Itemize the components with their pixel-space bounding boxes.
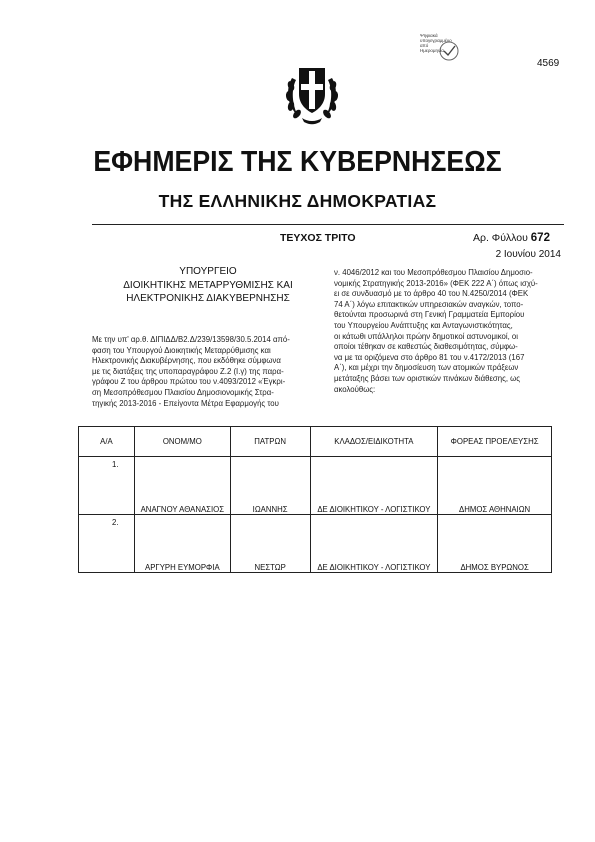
- header-branch: ΚΛΑΔΟΣ/ΕΙΔΙΚΟΤΗΤΑ: [310, 427, 438, 457]
- stamp-line: υπογεγραμμένο: [420, 38, 452, 43]
- digital-signature-stamp: [420, 33, 466, 65]
- stamp-line: Ψηφιακά: [420, 33, 438, 38]
- text-line: ν. 4046/2012 και του Μεσοπρόθεσμου Πλαισίου Δημοσιο-: [334, 268, 533, 277]
- text-line: Ηλεκτρονικής Διακυβέρνησης, που εκδόθηκε σύμφωνα: [92, 356, 281, 366]
- text-line: θετούνται προσωρινά στη Γενική Γραμματεία Εμπορίου: [334, 310, 525, 320]
- header-aa: Α/Α: [79, 427, 135, 457]
- issue-label: ΤΕΥΧΟΣ ΤΡΙΤΟ: [280, 232, 356, 244]
- gazette-subtitle: ΤΗΣ ΕΛΛΗΝΙΚΗΣ ΔΗΜΟΚΡΑΤΙΑΣ: [158, 191, 437, 211]
- text-line: οι κάτωθι υπάλληλοι πρώην δημοτικοί αστυνομικοί, οι: [334, 331, 518, 341]
- text-line: μετάταξης βάσει των οριστικών πινάκων διάθεσης, ως: [334, 373, 521, 383]
- sheet-number-value: 672: [530, 232, 550, 244]
- gazette-title: ΕΦΗΜΕΡΙΣ ΤΗΣ ΚΥΒΕΡΝΗΣΕΩΣ: [93, 146, 502, 178]
- text-line: τηγικής 2013-2016 - Επείγοντα Μέτρα Εφαρμογής του: [92, 398, 279, 408]
- text-line: Α΄), και μέχρι την δημοσίευση των ατομικών πράξεων: [334, 363, 519, 373]
- sheet-number-label: Αρ. Φύλλου: [473, 232, 528, 244]
- row-branch: ΔΕ ΔΙΟΙΚΗΤΙΚΟΥ - ΛΟΓΙΣΤΙΚΟΥ: [310, 457, 438, 515]
- row-branch: ΔΕ ΔΙΟΙΚΗΤΙΚΟΥ - ΛΟΓΙΣΤΙΚΟΥ: [310, 515, 438, 573]
- row-origin: ΔΗΜΟΣ ΒΥΡΩΝΟΣ: [438, 515, 552, 573]
- header-origin: ΦΟΡΕΑΣ ΠΡΟΕΛΕΥΣΗΣ: [438, 427, 552, 457]
- text-line: με τις διατάξεις της υποπαραγράφου Ζ.2 (Ι.γ) της παρα-: [92, 366, 284, 376]
- table-row: [79, 457, 552, 515]
- row-father: ΝΕΣΤΩΡ: [230, 515, 310, 573]
- sheet-number: [473, 232, 550, 244]
- text-line: του Υπουργείου Ανάπτυξης και Ανταγωνιστικότητας,: [334, 320, 513, 330]
- text-line: νομικής Στρατηγικής 2013-2016» (ΦΕΚ 222 Α΄) όπως ισχύ-: [334, 278, 538, 288]
- text-line: φαση του Υπουργού Διοικητικής Μεταρρύθμισης και: [92, 345, 271, 355]
- text-line: Με την υπ' αρ.θ. ΔΙΠΙΔΔ/Β2.Δ/239/13598/30.5.2014 από-: [92, 335, 290, 344]
- header-father: ΠΑΤΡΩΝ: [230, 427, 310, 457]
- ministry-line: ΗΛΕΚΤΡΟΝΙΚΗΣ ΔΙΑΚΥΒΕΡΝΗΣΗΣ: [126, 293, 290, 304]
- row-name: ΑΝΑΓΝΟΥ ΑΘΑΝΑΣΙΟΣ: [134, 457, 230, 515]
- publication-date: 2 Ιουνίου 2014: [495, 249, 561, 260]
- employee-table: [78, 426, 552, 573]
- ministry-heading: [92, 265, 324, 306]
- text-line: ει σε συνδυασμό με το άρθρο 40 του Ν.4250/2014 (ΦΕΚ: [334, 289, 529, 299]
- text-line: να με τα οριζόμενα στο άρθρο 81 του ν.4172/2013 (167: [334, 352, 525, 362]
- stamp-line: Ημερομηνία: [420, 48, 444, 53]
- signature-check-icon: [438, 39, 460, 63]
- row-name: ΑΡΓΥΡΗ ΕΥΜΟΡΦΙΑ: [134, 515, 230, 573]
- row-number: 1.: [79, 457, 135, 515]
- ministry-line: ΔΙΟΙΚΗΤΙΚΗΣ ΜΕΤΑΡΡΥΘΜΙΣΗΣ ΚΑΙ: [123, 279, 293, 291]
- body-column-left: [92, 335, 324, 409]
- header-divider: [92, 224, 564, 225]
- text-line: γράφου Ζ του άρθρου πρώτου του ν.4093/2012 «Έγκρι-: [92, 377, 286, 387]
- row-number: 2.: [79, 515, 135, 573]
- text-line: ακολούθως:: [334, 384, 376, 394]
- row-father: ΙΩΑΝΝΗΣ: [230, 457, 310, 515]
- header-name: ΟΝΟΜ/ΜΟ: [134, 427, 230, 457]
- stamp-line: από: [420, 43, 429, 48]
- text-line: οποίοι τέθηκαν σε καθεστώς διαθεσιμότητας, σύμφω-: [334, 342, 518, 352]
- table-header-row: [79, 427, 552, 457]
- body-column-right: [334, 268, 562, 395]
- table-row: [79, 515, 552, 573]
- text-line: ση Μεσοπρόθεσμου Πλαισίου Δημοσιονομικής Στρα-: [92, 387, 274, 397]
- row-origin: ΔΗΜΟΣ ΑΘΗΝΑΙΩΝ: [438, 457, 552, 515]
- page-number: 4569: [537, 58, 560, 69]
- text-line: 74 Α΄) λόγω επιτακτικών υπηρεσιακών αναγκών, τοπο-: [334, 299, 524, 309]
- greek-coat-of-arms-icon: [282, 60, 342, 126]
- ministry-line: ΥΠΟΥΡΓΕΙΟ: [179, 266, 237, 277]
